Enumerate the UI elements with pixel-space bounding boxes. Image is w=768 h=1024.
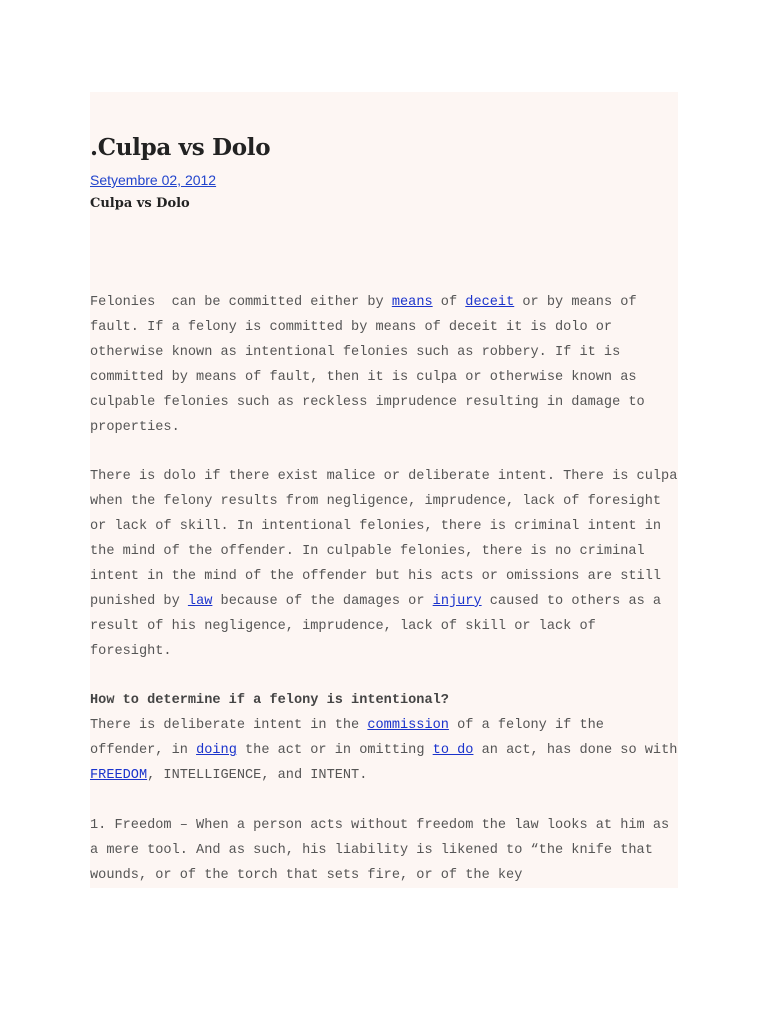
link-means[interactable]: means	[391, 295, 433, 310]
link-deceit[interactable]: deceit	[465, 295, 515, 310]
paragraph-intentional: How to determine if a felony is intentional? There is deliberate intent in the commission of a felony if the offender, in doing the act or in omitting to do an act, has done so with FREEDOM, INTELLIGENCE, and INTENT.	[90, 693, 678, 784]
paragraph-felonies: Felonies can be committed either by means of deceit or by means of fault. If a felony is committed by means of deceit it is dolo or otherwise known as intentional felonies such as robbery. If it is committed by means of fault, then it is culpa or otherwise known as culpable felonies such as reckless imprudence resulting in damage to properties.	[90, 295, 645, 435]
link-injury[interactable]: injury	[432, 593, 482, 609]
post-title: .Culpa vs Dolo	[90, 134, 271, 161]
post-date-link[interactable]: Setyembre 02, 2012	[90, 172, 217, 188]
document-page	[90, 92, 678, 888]
paragraph-dolo-culpa: There is dolo if there exist malice or deliberate intent. There is culpa when the felony results from negligence, imprudence, lack of foresight or lack of skill. In intentional felonies, there is criminal intent in the mind of the offender. In culpable felonies, there is no criminal intent in the mind of the offender but his acts or omissions are still punished by law because of the damages or injury caused to others as a result of his negligence, imprudence, lack of skill or lack of foresight.	[90, 469, 678, 659]
link-law[interactable]: law	[187, 593, 213, 609]
question-heading: How to determine if a felony is intentional?	[90, 693, 449, 709]
post-body	[90, 291, 678, 888]
link-freedom[interactable]: FREEDOM	[90, 768, 148, 784]
link-doing[interactable]: doing	[196, 743, 237, 759]
link-to-do[interactable]: to do	[432, 743, 474, 759]
link-commission[interactable]: commission	[367, 718, 449, 734]
post-subtitle: Culpa vs Dolo	[90, 196, 190, 211]
paragraph-freedom: 1. Freedom – When a person acts without freedom the law looks at him as a mere tool. And as such, his liability is likened to “the knife that wounds, or of the torch that sets fire, or of the key	[90, 817, 670, 883]
